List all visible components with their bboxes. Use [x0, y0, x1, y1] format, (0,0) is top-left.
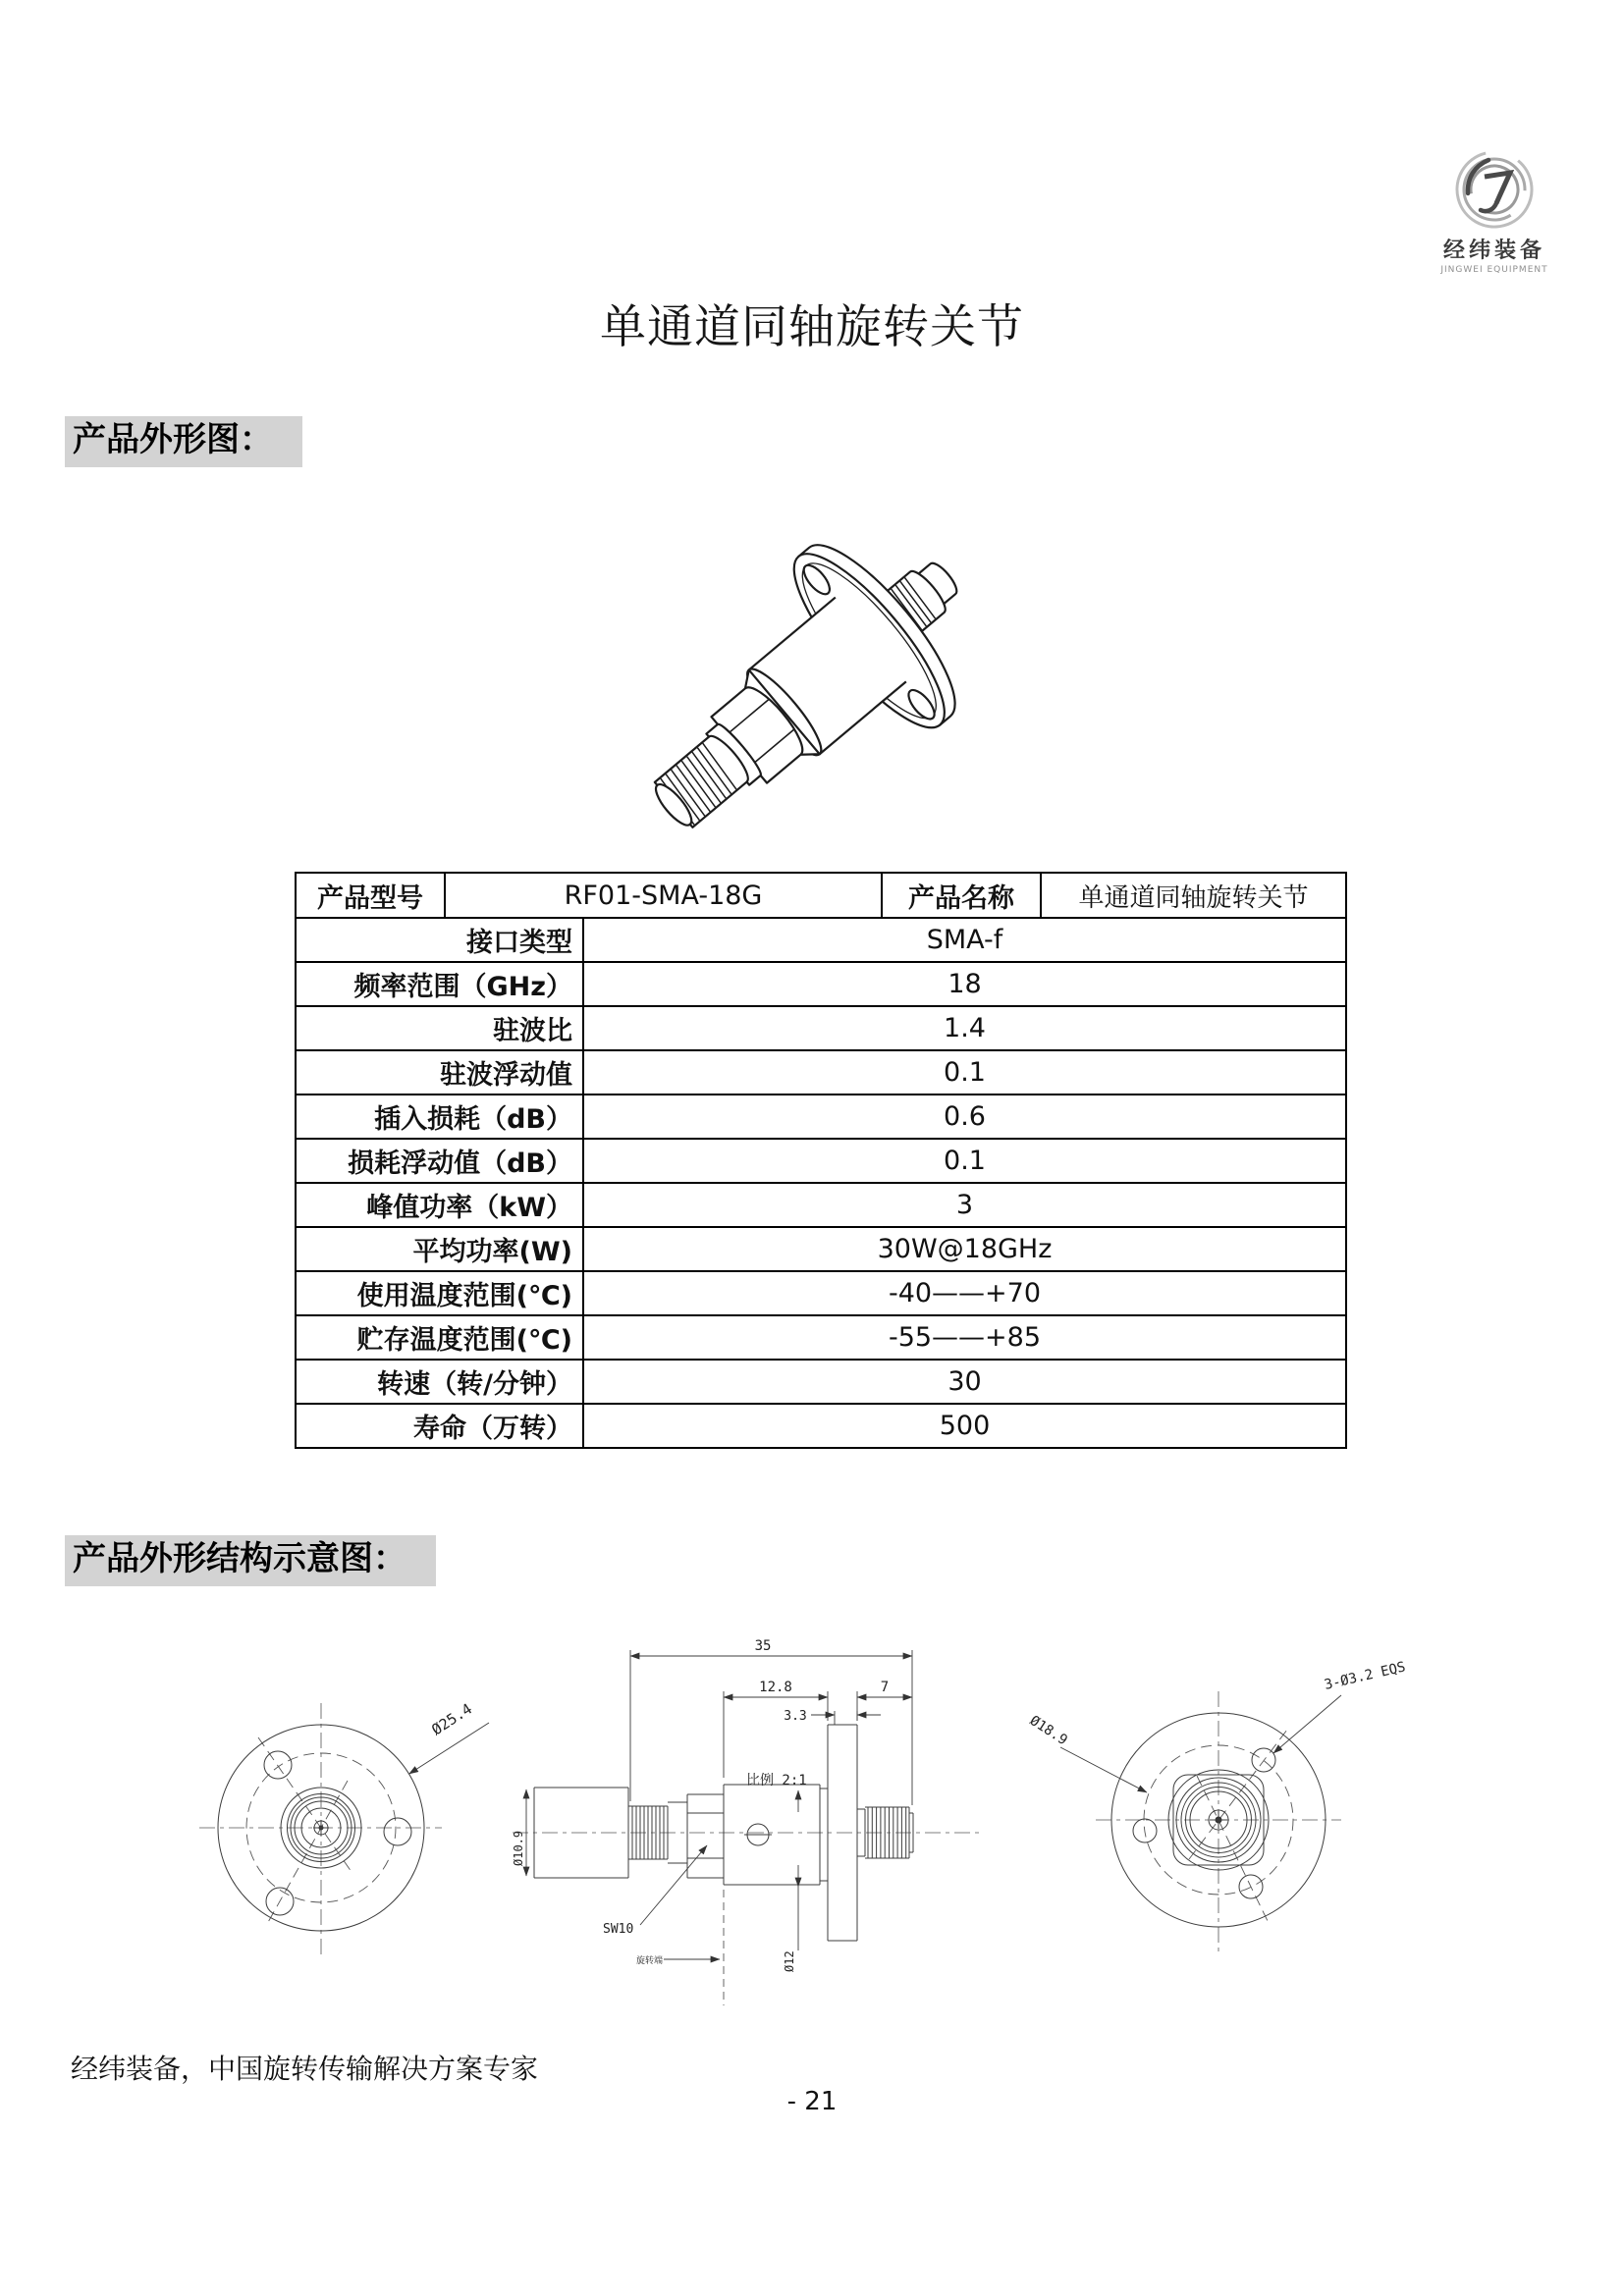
- spec-row-label: 损耗浮动值（dB）: [297, 1140, 584, 1182]
- spec-row: [297, 1361, 1345, 1405]
- spec-row-value: 500: [939, 1411, 991, 1441]
- isometric-product-drawing: [609, 525, 1041, 859]
- spec-row: [297, 1316, 1345, 1361]
- side-dim-total: 35: [754, 1638, 772, 1654]
- front-view-drawing: [147, 1631, 520, 1985]
- spec-row: [297, 1184, 1345, 1228]
- front-flange-dia-label: Ø25.4: [428, 1699, 476, 1739]
- model-value: RF01-SMA-18G: [446, 874, 883, 917]
- name-value: 单通道同轴旋转关节: [1078, 882, 1309, 912]
- spec-row-value: -40——+70: [888, 1278, 1042, 1308]
- back-bolt-circle-label: Ø18.9: [1026, 1712, 1070, 1749]
- spec-row-label: 使用温度范围(℃): [297, 1272, 584, 1314]
- spec-header-row: [297, 874, 1345, 919]
- spec-row-label: 贮存温度范围(℃): [297, 1316, 584, 1359]
- spec-row-value: 18: [947, 969, 982, 999]
- logo-company-name: 经纬装备: [1442, 239, 1545, 263]
- spec-row-value: 0.1: [944, 1057, 986, 1088]
- logo-company-subtitle: JINGWEI EQUIPMENT: [1440, 265, 1548, 275]
- spec-row-value: 0.1: [944, 1146, 986, 1176]
- page-number: - 21: [786, 2087, 838, 2116]
- side-wrench-label: SW10: [603, 1922, 634, 1937]
- page-title: 单通道同轴旋转关节: [600, 300, 1024, 354]
- spec-row: [297, 1095, 1345, 1140]
- spec-row: [297, 963, 1345, 1007]
- back-view-drawing: [1001, 1625, 1453, 2017]
- spec-row-label: 转速（转/分钟）: [297, 1361, 584, 1403]
- spec-row-label: 寿命（万转）: [297, 1405, 584, 1447]
- spec-row: [297, 919, 1345, 963]
- spec-row-value: 1.4: [944, 1013, 986, 1043]
- spec-row: [297, 1405, 1345, 1447]
- side-dia-mid: Ø12: [783, 1950, 796, 1972]
- side-dim-right: 7: [880, 1680, 890, 1695]
- spec-row-value: 30W@18GHz: [877, 1234, 1053, 1264]
- spec-row-label: 驻波浮动值: [297, 1051, 584, 1094]
- side-rotor-label: 旋转端: [636, 1956, 664, 1966]
- spec-row-label: 插入损耗（dB）: [297, 1095, 584, 1138]
- spec-row-label: 峰值功率（kW）: [297, 1184, 584, 1226]
- spec-row: [297, 1051, 1345, 1095]
- spec-row: [297, 1228, 1345, 1272]
- spec-row-value: 30: [947, 1366, 982, 1397]
- spec-row-label: 驻波比: [297, 1007, 584, 1049]
- spec-row: [297, 1007, 1345, 1051]
- spec-row: [297, 1272, 1345, 1316]
- footer-slogan: 经纬装备，中国旋转传输解决方案专家: [71, 2055, 539, 2085]
- spec-row-value: 0.6: [944, 1101, 986, 1132]
- spec-row-value: -55——+85: [888, 1322, 1042, 1353]
- back-holes-label: 3-Ø3.2 EQS: [1323, 1659, 1408, 1693]
- spec-row-label: 频率范围（GHz）: [297, 963, 584, 1005]
- logo-mark-icon: [1452, 147, 1537, 232]
- model-label: 产品型号: [297, 874, 446, 917]
- side-view-drawing: [509, 1625, 1011, 2017]
- side-dia-left: Ø10.9: [512, 1830, 525, 1866]
- name-label: 产品名称: [883, 874, 1042, 917]
- side-scale-note: 比例 2:1: [746, 1773, 807, 1789]
- spec-body: [297, 919, 1345, 1447]
- side-dim-body: 12.8: [759, 1680, 792, 1695]
- spec-row-label: 接口类型: [297, 919, 584, 961]
- spec-row: [297, 1140, 1345, 1184]
- section-heading-outline: 产品外形图：: [65, 416, 302, 467]
- spec-row-label: 平均功率(W): [297, 1228, 584, 1270]
- section-heading-structure: 产品外形结构示意图：: [65, 1535, 436, 1586]
- spec-row-value: SMA-f: [926, 925, 1003, 955]
- spec-row-value: 3: [955, 1190, 974, 1220]
- spec-table: [295, 872, 1347, 1449]
- side-dim-flange: 3.3: [784, 1709, 807, 1724]
- company-logo: [1426, 147, 1563, 275]
